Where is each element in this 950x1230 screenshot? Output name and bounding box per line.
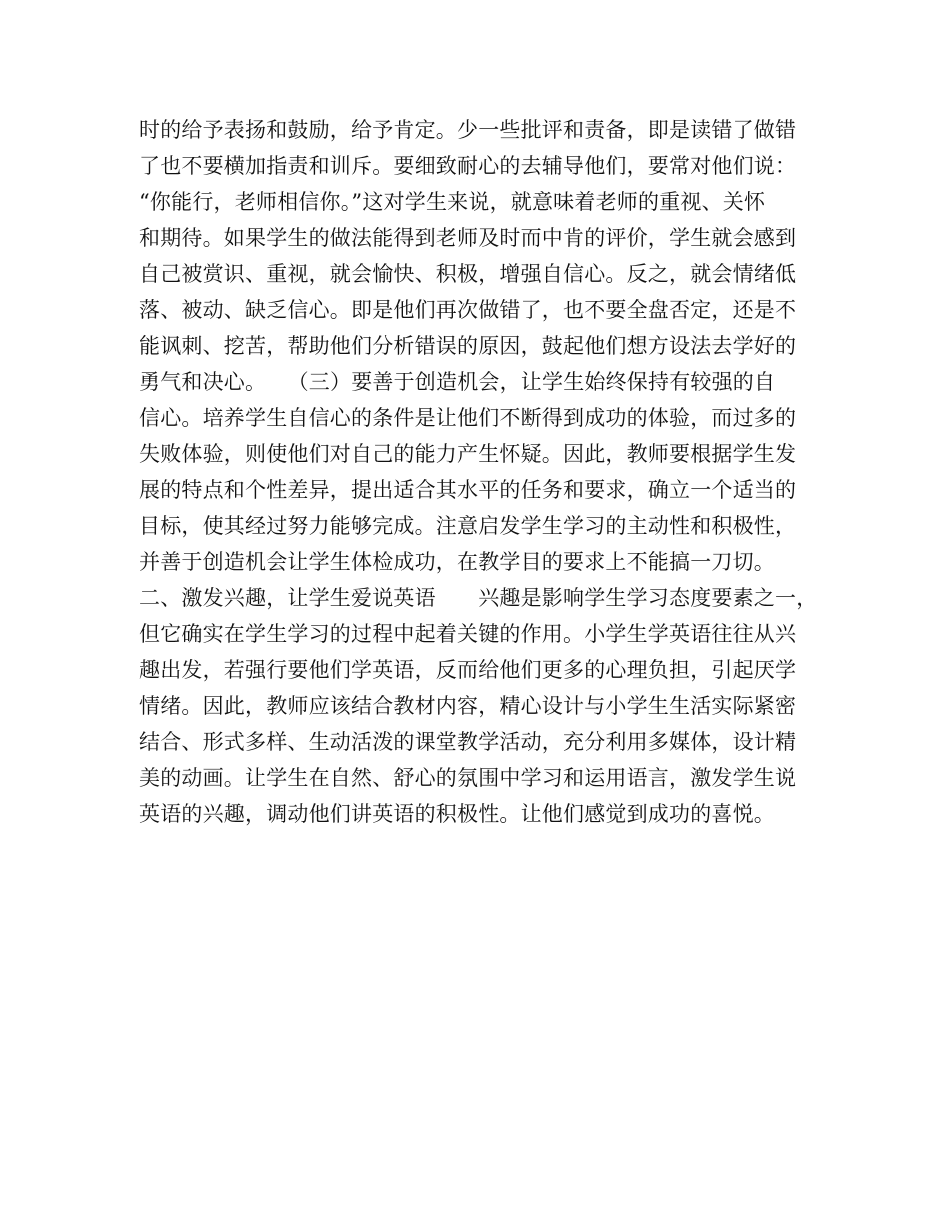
text-line: 二、激发兴趣，让学生爱说英语 兴趣是影响学生学习态度要素之一， xyxy=(139,586,818,610)
text-line: 能讽刺、挖苦，帮助他们分析错误的原因，鼓起他们想方设法去学好的 xyxy=(139,334,797,358)
text-line: 信心。培养学生自信心的条件是让他们不断得到成功的体验，而过多的 xyxy=(139,406,797,430)
text-line: 结合、形式多样、生动活泼的课堂教学活动，充分利用多媒体，设计精 xyxy=(139,730,797,754)
text-line: 情绪。因此，教师应该结合教材内容，精心设计与小学生生活实际紧密 xyxy=(139,694,797,718)
text-line: 和期待。如果学生的做法能得到老师及时而中肯的评价，学生就会感到 xyxy=(139,226,797,250)
text-line: 并善于创造机会让学生体检成功，在教学目的要求上不能搞一刀切。 xyxy=(139,550,775,574)
text-line: “你能行，老师相信你。”这对学生来说，就意味着老师的重视、关怀 xyxy=(139,190,766,214)
text-line: 时的给予表扬和鼓励，给予肯定。少一些批评和责备，即是读错了做错 xyxy=(139,118,797,142)
text-line: 英语的兴趣，调动他们讲英语的积极性。让他们感觉到成功的喜悦。 xyxy=(139,802,775,826)
text-line: 趣出发，若强行要他们学英语，反而给他们更多的心理负担，引起厌学 xyxy=(139,658,797,682)
text-line: 目标，使其经过努力能够完成。注意启发学生学习的主动性和积极性， xyxy=(139,514,797,538)
text-line: 了也不要横加指责和训斥。要细致耐心的去辅导他们，要常对他们说： xyxy=(139,154,797,178)
text-line: 自己被赏识、重视，就会愉快、积极，增强自信心。反之，就会情绪低 xyxy=(139,262,797,286)
text-line: 失败体验，则使他们对自己的能力产生怀疑。因此，教师要根据学生发 xyxy=(139,442,797,466)
body-text xyxy=(139,112,839,832)
text-line: 但它确实在学生学习的过程中起着关键的作用。小学生学英语往往从兴 xyxy=(139,622,797,646)
text-line: 展的特点和个性差异，提出适合其水平的任务和要求，确立一个适当的 xyxy=(139,478,797,502)
text-line: 美的动画。让学生在自然、舒心的氛围中学习和运用语言，激发学生说 xyxy=(139,766,797,790)
text-line: 勇气和决心。 （三）要善于创造机会，让学生始终保持有较强的自 xyxy=(139,370,776,394)
text-line: 落、被动、缺乏信心。即是他们再次做错了，也不要全盘否定，还是不 xyxy=(139,298,797,322)
